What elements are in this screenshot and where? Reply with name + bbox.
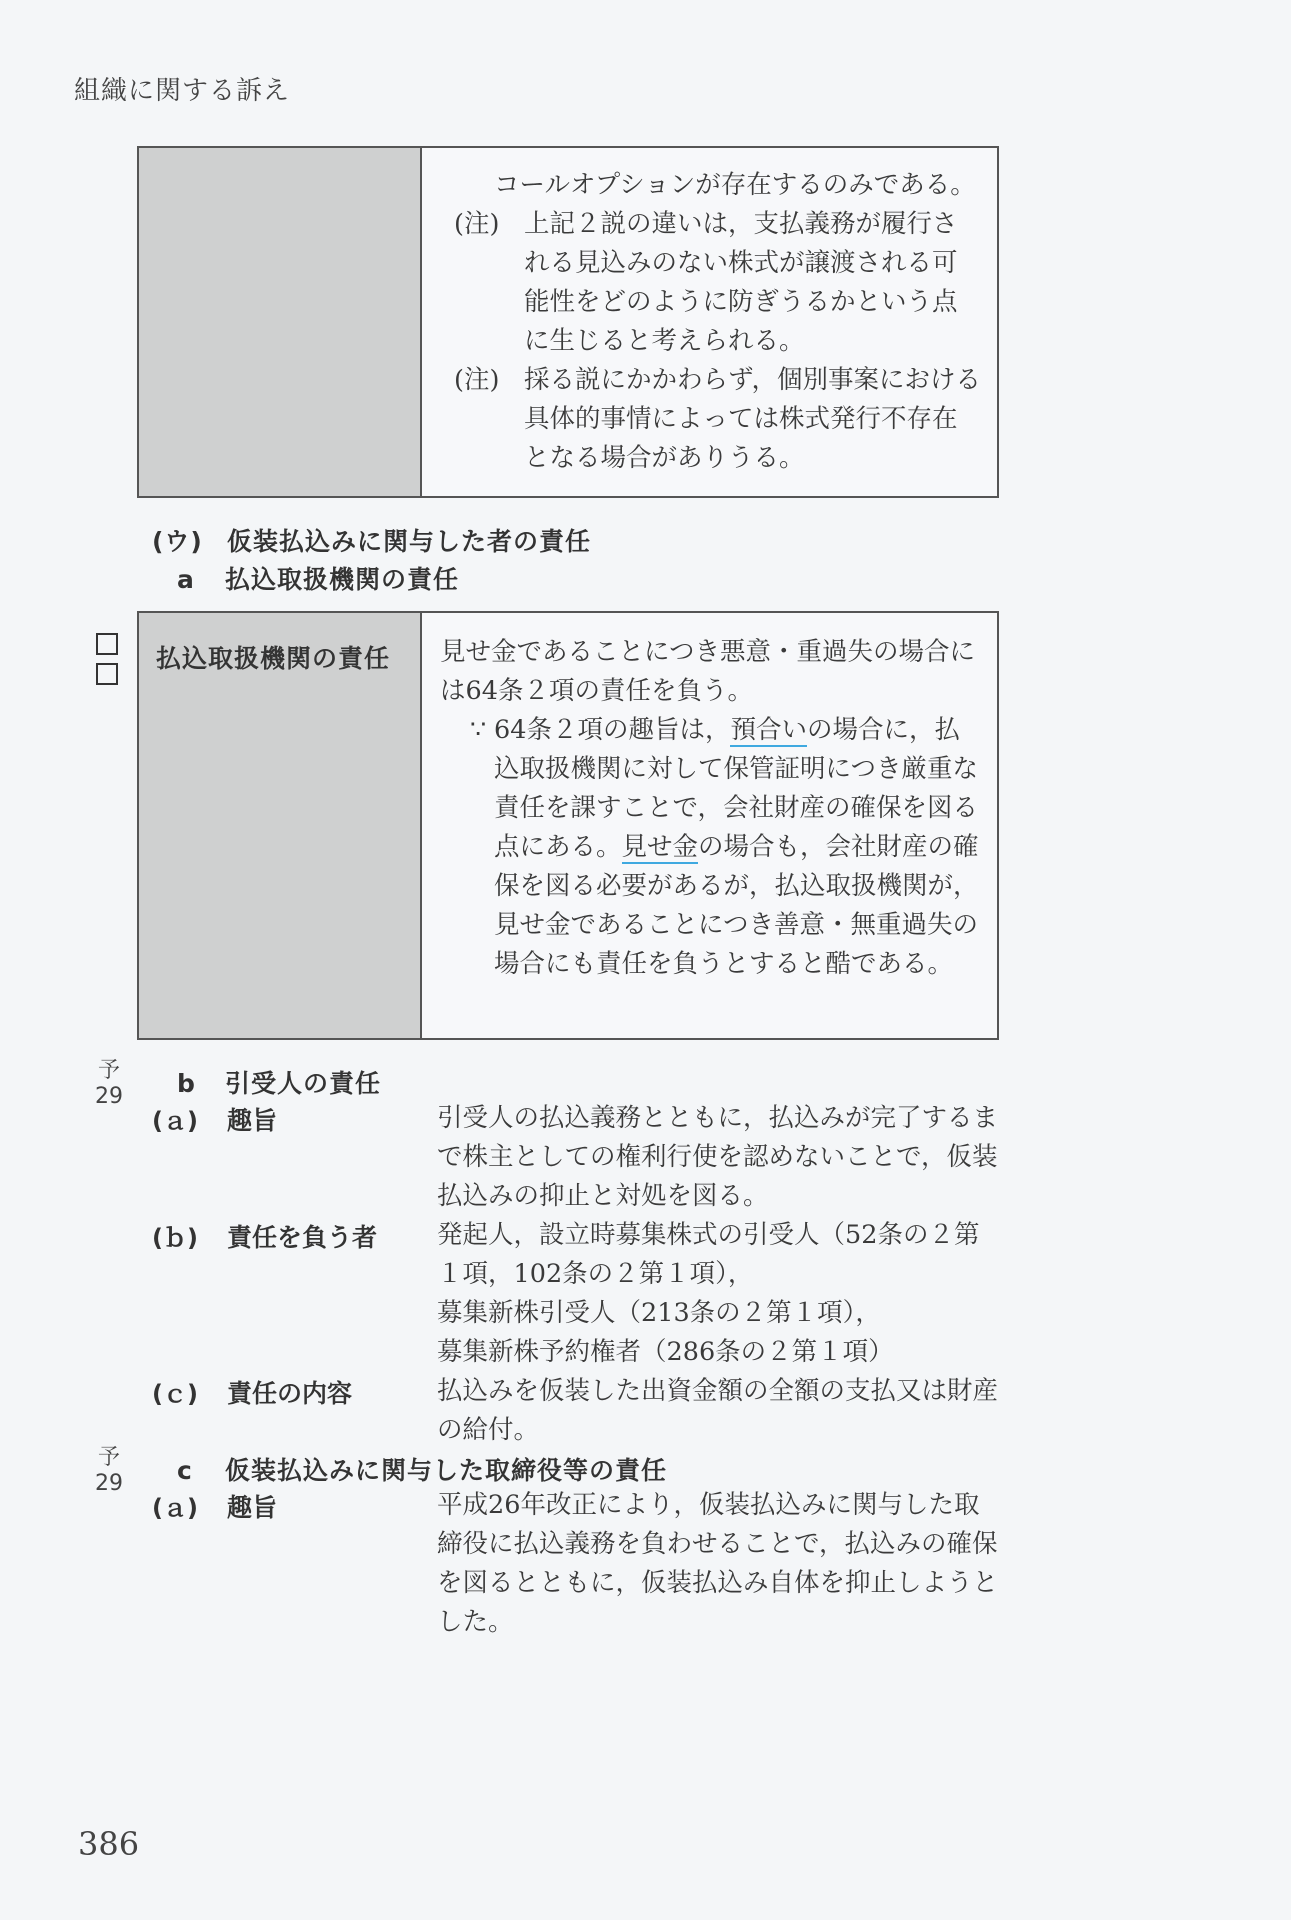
note-label: (注) — [454, 365, 500, 395]
row-mark: (ａ) — [152, 1494, 198, 1522]
definition-row — [152, 1486, 1000, 1642]
row-description: 払込みを仮装した出資金額の全額の支払又は財産の給付。 — [437, 1376, 999, 1445]
review-checkboxes — [96, 633, 118, 693]
table-label: 払込取扱機関の責任 — [156, 644, 391, 673]
exam-reference-label: 予 — [97, 1058, 120, 1083]
highlighted-term: 預合い — [730, 715, 807, 745]
row-mark: (ｂ) — [152, 1224, 198, 1252]
definition-row — [152, 1099, 1000, 1216]
continued-table-box — [137, 146, 999, 498]
row-description — [437, 1216, 1000, 1372]
definition-row — [152, 1372, 1000, 1450]
row-description: 引受人の払込義務とともに，払込みが完了するまで株主としての権利行使を認めないことで，仮装払込みの抑止と対処を図る。 — [437, 1103, 999, 1211]
exam-reference-year: 29 — [95, 1084, 123, 1109]
section-mark: (ウ) — [152, 527, 203, 556]
exam-reference-year: 29 — [95, 1471, 123, 1496]
section-heading-u — [152, 522, 591, 558]
definition-row — [152, 1216, 1000, 1372]
row-term: 趣旨 — [227, 1493, 278, 1522]
description-line: 募集新株引受人（213条の２第１項）， — [437, 1298, 881, 1328]
table-note — [440, 361, 981, 478]
reason-text-part: の場合に，払込取扱機関に対して保管証明につき厳重な責任を課すことで，会社財産の確保を図る点にある。 — [494, 715, 978, 862]
reason-text — [494, 711, 981, 984]
section-title: 仮装払込みに関与した者の責任 — [227, 527, 592, 556]
exam-reference-label: 予 — [97, 1445, 120, 1470]
highlighted-term: 見せ金 — [621, 832, 699, 862]
row-mark: (ａ) — [152, 1107, 198, 1135]
running-header: 組織に関する訴え — [74, 76, 291, 106]
table-main-text: 見せ金であることにつき悪意・重過失の場合には64条２項の責任を負う。 — [440, 637, 975, 706]
section-mark: b — [177, 1069, 196, 1098]
section-heading-c — [177, 1451, 667, 1487]
because-symbol: ∵ — [470, 715, 487, 745]
section-title: 仮装払込みに関与した取締役等の責任 — [225, 1456, 668, 1485]
section-heading-a — [177, 560, 459, 596]
section-mark: a — [177, 565, 195, 594]
table-text-line: コールオプションが存在するのみである。 — [494, 170, 976, 200]
exam-reference-note — [95, 1445, 123, 1497]
section-title: 引受人の責任 — [225, 1069, 382, 1098]
review-checkbox[interactable] — [96, 633, 118, 655]
description-line: 募集新株予約権者（286条の２第１項） — [437, 1337, 894, 1367]
row-term: 責任の内容 — [227, 1379, 353, 1408]
review-checkbox[interactable] — [96, 663, 118, 685]
page-number: 386 — [78, 1825, 140, 1863]
section-title: 払込取扱機関の責任 — [225, 565, 460, 594]
note-text: 採る説にかかわらず，個別事案における具体的事情によっては株式発行不存在となる場合がありうる。 — [524, 365, 981, 473]
row-term: 責任を負う者 — [227, 1223, 378, 1252]
section-mark: c — [177, 1456, 193, 1485]
table-content-cell — [422, 148, 997, 496]
table-content-cell — [422, 613, 997, 1038]
table-label-cell — [139, 148, 422, 496]
description-line: 発起人，設立時募集株式の引受人（52条の２第１項，102条の２第１項）， — [437, 1220, 980, 1289]
note-text: 上記２説の違いは，支払義務が履行される見込みのない株式が譲渡される可能性をどのように防ぎうるかという点に生じると考えられる。 — [524, 209, 958, 356]
reason-text-part: の場合も，会社財産の確保を図る必要があるが，払込取扱機関が，見せ金であることにつき善意・無重過失の場合にも責任を負うとすると酷である。 — [494, 832, 979, 979]
definition-table-box — [137, 611, 999, 1040]
table-label-cell — [139, 613, 422, 1038]
table-note — [440, 205, 981, 361]
section-heading-b — [177, 1064, 381, 1100]
reason-text-part: 64条２項の趣旨は， — [494, 715, 731, 745]
row-term: 趣旨 — [227, 1106, 278, 1135]
reason-block — [440, 711, 981, 984]
row-description: 平成26年改正により，仮装払込みに関与した取締役に払込義務を負わせることで，払込みの確保を図るとともに，仮装払込み自体を抑止しようとした。 — [437, 1490, 999, 1637]
note-label: (注) — [454, 209, 500, 239]
exam-reference-note — [95, 1058, 123, 1110]
row-mark: (ｃ) — [152, 1380, 198, 1408]
